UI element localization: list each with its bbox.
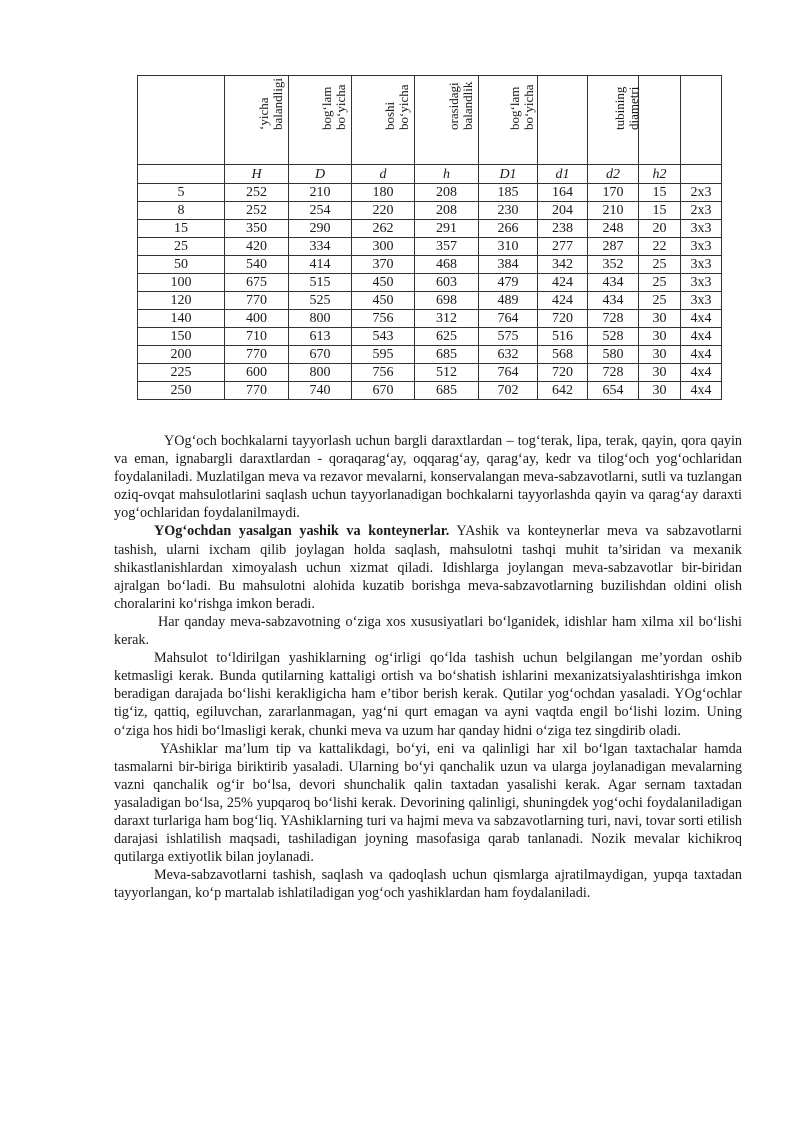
table-cell: 3x3 (681, 238, 722, 256)
paragraph: Mahsulot to‘ldirilgan yashiklarning og‘irligi qo‘lda tashish uchun belgilangan me’yordan oshib ketmasligi kerak. Bunda qutilarning kattaligi ortish va bo‘shatish ishlarini mexanizatsiyalashtirishga imkon beradigan darajada bo‘lishi kerakligicha ham e’tibor berish kerak. Qutilar yog‘ochdan yasaladi. YOg‘ochlar tig‘iz, qattiq, egiluvchan, zararlanmagan, yag‘ni qurt emagan va ayni vaqtda engil bo‘lishi lozim. Uning o‘ziga hos hidi bo‘lmasligi kerak, chunki meva va uzum har qanday hidni o‘ziga tez singdirib oladi. (114, 650, 742, 739)
table-cell: 50 (138, 256, 225, 274)
table-cell: 200 (138, 346, 225, 364)
table-cell: 290 (289, 220, 352, 238)
table-cell: 277 (538, 238, 588, 256)
table-cell: 770 (225, 382, 289, 400)
header-cell: boshi bo‘yicha (352, 76, 415, 165)
table-cell: 580 (588, 346, 639, 364)
table-cell: 30 (639, 310, 681, 328)
table-cell: 30 (639, 382, 681, 400)
table-cell: 252 (225, 184, 289, 202)
table-cell: 25 (639, 274, 681, 292)
table-cell: 434 (588, 274, 639, 292)
table-cell: 3x3 (681, 256, 722, 274)
table-cell: 756 (352, 364, 415, 382)
table-row (138, 364, 722, 382)
header-cell (681, 76, 722, 165)
table-row (138, 256, 722, 274)
paragraph: YOg‘ochdan yasalgan yashik va konteynerlar. YAshik va konteynerlar meva va sabzavotlarni tashish, ularni ixcham qilib joylagan holda saqlash, mahsulotni tashqi muhit ta’siridan va mexanik shikastlanishlardan ximoyalash uchun xizmat qiladi. Idishlarga joylangan meva-sabzavotlar bir-biridan ajralgan bo‘ladi. Bu mahsulotni alohida kuzatib borishga meva-sabzavotlarning buzilishdan oldini olish choralarini ko‘rishga imkon beradi. (114, 523, 742, 612)
table-cell: 210 (588, 202, 639, 220)
table-cell: 3x3 (681, 274, 722, 292)
table-cell: 685 (415, 382, 479, 400)
table-cell: 468 (415, 256, 479, 274)
table-cell: 185 (479, 184, 538, 202)
header-cell: tubining diametri (588, 76, 639, 165)
table-cell: 254 (289, 202, 352, 220)
table-cell: 30 (639, 364, 681, 382)
table-cell: 25 (138, 238, 225, 256)
table-cell: 515 (289, 274, 352, 292)
table-row (138, 310, 722, 328)
table-cell: 489 (479, 292, 538, 310)
symbol-cell (138, 165, 225, 184)
table-cell: 208 (415, 184, 479, 202)
paragraph: YAshiklar ma’lum tip va kattalikdagi, bo‘yi, eni va qalinligi har xil bo‘lgan taxtachalar hamda tasmalarni bir-biriga biriktirib yasaladi. Ularning bo‘yi qanchalik uzun va ularga joylanadigan mevalarning vazni qanchalik og‘ir bo‘lsa, devori shunchalik qalin taxtadan yasalishi kerak. Agar sernam taxtadan yasaladigan bo‘lsa, 25% yupqaroq bo‘lishi kerak. Devorining qalinligi, shuningdek yog‘ochi foydalaniladigan daraxt turlariga ham bog‘liq. YAshiklarning turi va hajmi meva va sabzavotlarning turi, navi, tovar sorti etilish darajasi ishlatilish maqsadi, tashiladigan joyning masofasiga qarab tanlanadi. Nozik mevalar kichikroq qutilarga extiyotlik bilan joylanadi. (114, 740, 742, 866)
header-cell: bog‘lam bo‘yicha (479, 76, 538, 165)
table-row (138, 274, 722, 292)
table-row (138, 292, 722, 310)
table-cell: 516 (538, 328, 588, 346)
table-cell: 625 (415, 328, 479, 346)
table-cell: 613 (289, 328, 352, 346)
table-cell: 414 (289, 256, 352, 274)
table-cell: 342 (538, 256, 588, 274)
header-row (138, 76, 722, 165)
table-row (138, 346, 722, 364)
symbol-cell: D (289, 165, 352, 184)
header-cell (538, 76, 588, 165)
table-cell: 170 (588, 184, 639, 202)
table-cell: 22 (639, 238, 681, 256)
table-cell: 100 (138, 274, 225, 292)
table-cell: 525 (289, 292, 352, 310)
table-cell: 450 (352, 292, 415, 310)
table-cell: 370 (352, 256, 415, 274)
table-cell: 250 (138, 382, 225, 400)
table-cell: 424 (538, 292, 588, 310)
table-cell: 150 (138, 328, 225, 346)
body-text (114, 432, 742, 902)
table-cell: 710 (225, 328, 289, 346)
symbol-cell: d1 (538, 165, 588, 184)
table-cell: 420 (225, 238, 289, 256)
symbol-cell: h2 (639, 165, 681, 184)
table-cell: 310 (479, 238, 538, 256)
table-cell: 740 (289, 382, 352, 400)
table-cell: 424 (538, 274, 588, 292)
table-cell: 4x4 (681, 364, 722, 382)
table-cell: 15 (639, 184, 681, 202)
table-cell: 266 (479, 220, 538, 238)
table-cell: 770 (225, 346, 289, 364)
table-cell: 670 (352, 382, 415, 400)
table-cell: 575 (479, 328, 538, 346)
table-cell: 698 (415, 292, 479, 310)
dimensions-table-wrap (137, 75, 721, 400)
table-cell: 642 (538, 382, 588, 400)
table-cell: 210 (289, 184, 352, 202)
symbol-cell: h (415, 165, 479, 184)
symbol-row (138, 165, 722, 184)
symbol-cell (681, 165, 722, 184)
table-cell: 312 (415, 310, 479, 328)
table-cell: 287 (588, 238, 639, 256)
table-cell: 3x3 (681, 220, 722, 238)
symbol-cell: H (225, 165, 289, 184)
table-cell: 450 (352, 274, 415, 292)
table-cell: 685 (415, 346, 479, 364)
table-cell: 230 (479, 202, 538, 220)
table-cell: 400 (225, 310, 289, 328)
table-cell: 25 (639, 256, 681, 274)
table-cell: 30 (639, 328, 681, 346)
table-cell: 248 (588, 220, 639, 238)
table-row (138, 202, 722, 220)
table-cell: 4x4 (681, 382, 722, 400)
table-cell: 120 (138, 292, 225, 310)
table-row (138, 184, 722, 202)
table-cell: 350 (225, 220, 289, 238)
table-cell: 4x4 (681, 328, 722, 346)
table-cell: 632 (479, 346, 538, 364)
table-cell: 334 (289, 238, 352, 256)
table-cell: 238 (538, 220, 588, 238)
header-cell: bog‘lam bo‘yicha (289, 76, 352, 165)
table-cell: 3x3 (681, 292, 722, 310)
table-cell: 770 (225, 292, 289, 310)
header-cell: ‘yicha balandligi (225, 76, 289, 165)
symbol-cell: d (352, 165, 415, 184)
table-cell: 595 (352, 346, 415, 364)
table-cell: 568 (538, 346, 588, 364)
table-cell: 5 (138, 184, 225, 202)
table-cell: 4x4 (681, 346, 722, 364)
table-cell: 728 (588, 364, 639, 382)
table-cell: 720 (538, 310, 588, 328)
table-cell: 528 (588, 328, 639, 346)
table-row (138, 328, 722, 346)
table-row (138, 238, 722, 256)
header-cell (138, 76, 225, 165)
table-cell: 4x4 (681, 310, 722, 328)
table-cell: 764 (479, 364, 538, 382)
table-cell: 252 (225, 202, 289, 220)
table-cell: 262 (352, 220, 415, 238)
table-cell: 140 (138, 310, 225, 328)
table-cell: 675 (225, 274, 289, 292)
header-cell (639, 76, 681, 165)
table-cell: 208 (415, 202, 479, 220)
table-cell: 756 (352, 310, 415, 328)
table-cell: 15 (639, 202, 681, 220)
table-cell: 25 (639, 292, 681, 310)
table-cell: 220 (352, 202, 415, 220)
table-cell: 2x3 (681, 184, 722, 202)
table-cell: 512 (415, 364, 479, 382)
table-body (138, 184, 722, 400)
table-cell: 434 (588, 292, 639, 310)
header-cell: orasidagi balandlik (415, 76, 479, 165)
table-cell: 164 (538, 184, 588, 202)
barrel-dimensions-table (137, 75, 722, 400)
symbol-cell: d2 (588, 165, 639, 184)
table-row (138, 382, 722, 400)
table-row (138, 220, 722, 238)
table-cell: 2x3 (681, 202, 722, 220)
table-cell: 603 (415, 274, 479, 292)
table-cell: 670 (289, 346, 352, 364)
table-cell: 720 (538, 364, 588, 382)
symbol-cell: D1 (479, 165, 538, 184)
table-cell: 291 (415, 220, 479, 238)
section-heading: YOg‘ochdan yasalgan yashik va konteynerlar. (154, 523, 450, 540)
table-cell: 15 (138, 220, 225, 238)
table-cell: 479 (479, 274, 538, 292)
table-cell: 654 (588, 382, 639, 400)
table-cell: 600 (225, 364, 289, 382)
table-cell: 728 (588, 310, 639, 328)
table-cell: 800 (289, 364, 352, 382)
paragraph: Har qanday meva-sabzavotning o‘ziga xos xususiyatlari bo‘lganidek, idishlar ham xilma xil bo‘lishi kerak. (114, 613, 742, 649)
table-cell: 20 (639, 220, 681, 238)
table-cell: 384 (479, 256, 538, 274)
paragraph: Meva-sabzavotlarni tashish, saqlash va qadoqlash uchun qismlarga ajratilmaydigan, yupqa taxtadan tayyorlangan, ko‘p martalab ishlatiladigan yog‘och yashiklardan ham foydalaniladi. (114, 867, 742, 902)
table-cell: 540 (225, 256, 289, 274)
table-cell: 800 (289, 310, 352, 328)
paragraph: YOg‘och bochkalarni tayyorlash uchun bargli daraxtlardan – tog‘terak, lipa, terak, qayin, qora qayin va eman, ignabargli daraxtlardan - qoraqarag‘ay, oqqarag‘ay, qarag‘ay, kedr va tilog‘och yog‘ochlaridan foydalaniladi. Muzlatilgan meva va rezavor mevalarni, konservalangan meva-sabzavotlarni, sutli va tuzlangan oziq-ovqat mahsulotlarini saqlash uchun tayyorlanadigan bochkalarni tayyorlashda qayin va qarag‘ay daraxti yog‘ochlaridan foydalanilmaydi. (114, 433, 742, 522)
table-cell: 225 (138, 364, 225, 382)
table-cell: 204 (538, 202, 588, 220)
table-cell: 357 (415, 238, 479, 256)
table-cell: 764 (479, 310, 538, 328)
table-cell: 180 (352, 184, 415, 202)
table-cell: 8 (138, 202, 225, 220)
table-cell: 300 (352, 238, 415, 256)
table-cell: 352 (588, 256, 639, 274)
table-cell: 543 (352, 328, 415, 346)
table-cell: 30 (639, 346, 681, 364)
table-cell: 702 (479, 382, 538, 400)
